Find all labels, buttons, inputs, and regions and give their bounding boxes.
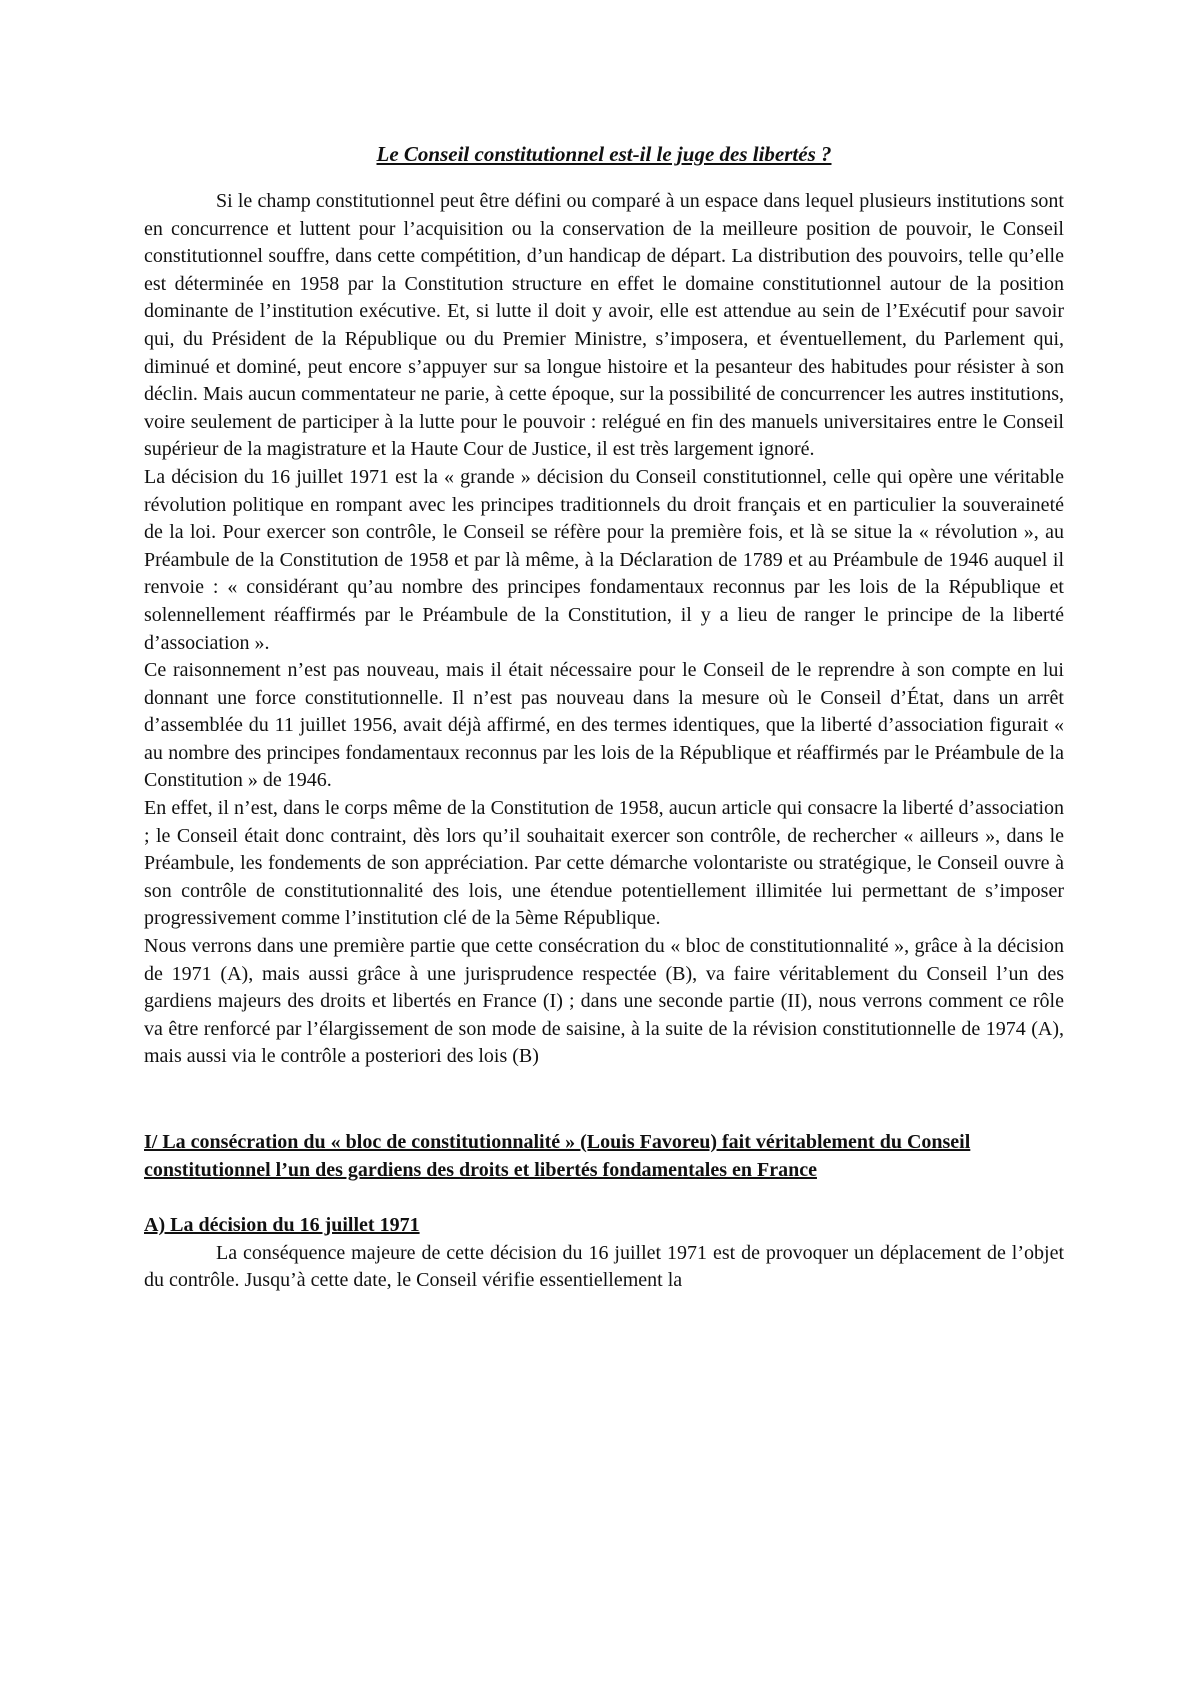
intro-paragraph-4: En effet, il n’est, dans le corps même de la Constitution de 1958, aucun article qui consacre la liberté d’association ; le Conseil était donc contraint, dès lors qu’il souhaitait exercer son contrôle, de rechercher « ailleurs », dans le Préambule, les fondements de son appréciation. Par cette démarche volontariste ou stratégique, le Conseil ouvre à son contrôle de constitutionnalité des lois, une étendue potentiellement illimitée lui permettant de s’imposer progressivement comme l’institution clé de la 5ème République. xyxy=(144,797,1064,930)
section-1-heading: I/ La consécration du « bloc de constitutionnalité » (Louis Favoreu) fait véritablement du Conseil constitutionnel l’un des gardiens des droits et libertés fondamentales en France xyxy=(144,1131,971,1181)
intro-paragraph-2: La décision du 16 juillet 1971 est la « grande » décision du Conseil constitutionnel, celle qui opère une véritable révolution politique en rompant avec les principes traditionnels du droit français et en particulier la souveraineté de la loi. Pour exercer son contrôle, le Conseil se réfère pour la première fois, et là se situe la « révolution », au Préambule de la Constitution de 1958 et par là même, à la Déclaration de 1789 et au Préambule de 1946 auquel il renvoie : « considérant qu’au nombre des principes fondamentaux reconnus par les lois de la République et solennellement réaffirmés par le Préambule de la Constitution, il y a lieu de ranger le principe de la liberté d’association ». xyxy=(144,465,1064,654)
document-title: Le Conseil constitutionnel est-il le juge des libertés ? xyxy=(376,142,832,166)
spacer xyxy=(144,1184,1064,1212)
spacer xyxy=(144,1071,1064,1129)
document-page xyxy=(144,140,1064,1295)
subsection-a-paragraph: La conséquence majeure de cette décision du 16 juillet 1971 est de provoquer un déplacement de l’objet du contrôle. Jusqu’à cette date, le Conseil vérifie essentiellement la xyxy=(144,1241,1064,1292)
intro-paragraph-5: Nous verrons dans une première partie que cette consécration du « bloc de constitutionnalité », grâce à la décision de 1971 (A), mais aussi grâce à une jurisprudence respectée (B), va faire véritablement du Conseil l’un des gardiens majeurs des droits et libertés en France (I) ; dans une seconde partie (II), nous verrons comment ce rôle va être renforcé par l’élargissement de son mode de saisine, à la suite de la révision constitutionnelle de 1974 (A), mais aussi via le contrôle a posteriori des lois (B) xyxy=(144,935,1064,1068)
subsection-a-heading: A) La décision du 16 juillet 1971 xyxy=(144,1214,420,1237)
intro-paragraph-1: Si le champ constitutionnel peut être défini ou comparé à un espace dans lequel plusieurs institutions sont en concurrence et luttent pour l’acquisition ou la conservation de la meilleure position de pouvoir, le Conseil constitutionnel souffre, dans cette compétition, d’un handicap de départ. La distribution des pouvoirs, telle qu’elle est déterminée en 1958 par la Constitution structure en effet le domaine constitutionnel autour de la position dominante de l’institution exécutive. Et, si lutte il doit y avoir, elle est attendue au sein de l’Exécutif pour savoir qui, du Président de la République ou du Premier Ministre, s’imposera, et éventuellement, du Parlement qui, diminué et dominé, peut encore s’appuyer sur sa longue histoire et la pesanteur des habitudes pour résister à son déclin. Mais aucun commentateur ne parie, à cette époque, sur la possibilité de concurrencer les autres institutions, voire seulement de participer à la lutte pour le pouvoir : relégué en fin des manuels universitaires entre le Conseil supérieur de la magistrature et la Haute Cour de Justice, il est très largement ignoré. xyxy=(144,190,1064,461)
intro-paragraph-3: Ce raisonnement n’est pas nouveau, mais il était nécessaire pour le Conseil de le reprendre à son compte en lui donnant une force constitutionnelle. Il n’est pas nouveau dans la mesure où le Conseil d’État, dans un arrêt d’assemblée du 11 juillet 1956, avait déjà affirmé, en des termes identiques, que la liberté d’association figurait « au nombre des principes fondamentaux reconnus par les lois de la République et réaffirmés par le Préambule de la Constitution » de 1946. xyxy=(144,659,1064,792)
